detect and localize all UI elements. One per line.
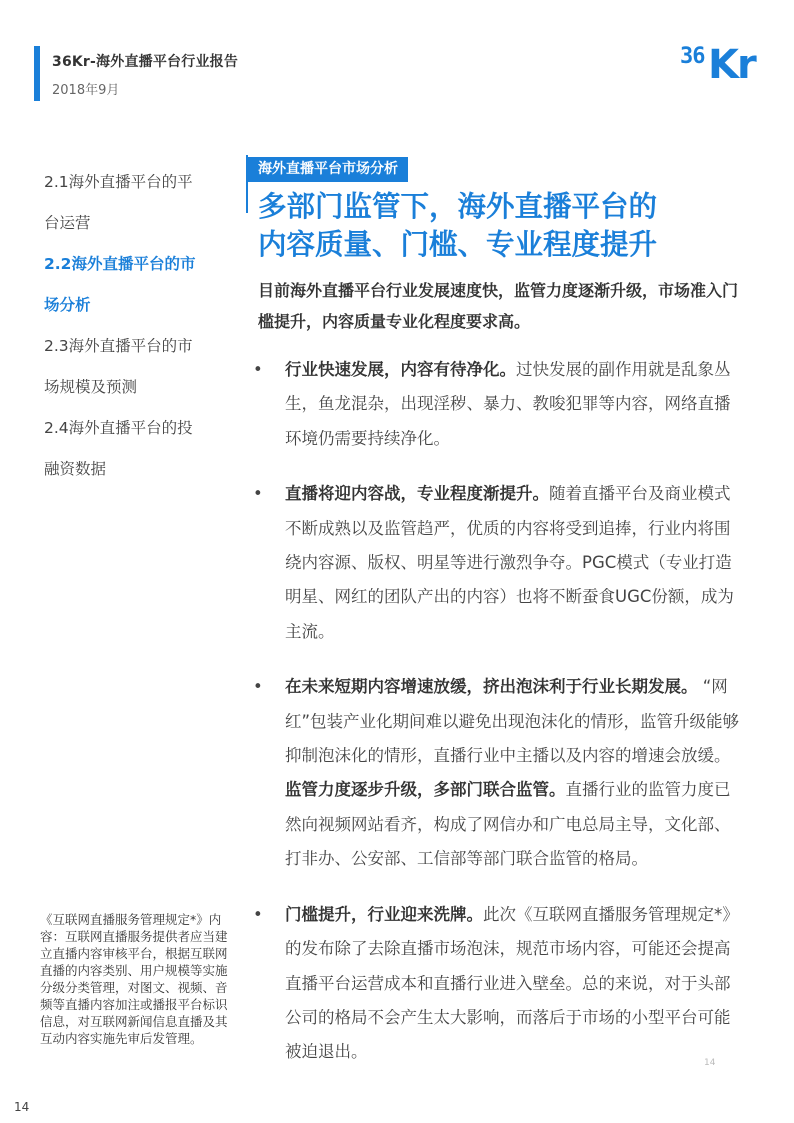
- report-title: 36Kr-海外直播平台行业报告: [52, 54, 239, 70]
- page-title-line2: 内容质量、门槛、专业程度提升: [258, 228, 658, 261]
- summary-text: 目前海外直播平台行业发展速度快，监管力度逐渐升级，市场准入门槛提升，内容质量专业化程度要求高。: [258, 281, 739, 331]
- bullet-text: 此次《互联网直播服务管理规定*》的发布除了去除直播市场泡沫，规范市场内容，可能还会提高直播平台运营成本和直播行业进入壁垒。总的来说，对于头部公司的格局不会产生太大影响，而落后于市场的小型平台可能被迫退出。: [285, 904, 739, 1062]
- bullet-list: [250, 353, 740, 1091]
- toc-item-2-1-line1[interactable]: 2.1海外直播平台的平: [44, 173, 193, 191]
- bullet-text: 随着直播平台及商业模式不断成熟以及监管趋严，优质的内容将受到追捧，行业内将围绕内容源、版权、明星等进行激烈争夺。PGC模式（专业打造明星、网红的团队产出的内容）也将不断蚕食UGC份额，成为主流。: [285, 484, 734, 641]
- page-number: 14: [14, 1100, 30, 1114]
- page-title: [258, 188, 758, 264]
- bullet-dot-icon: •: [253, 677, 263, 697]
- report-date: 2018年9月: [52, 83, 120, 98]
- bullet-text: “网红”包装产业化期间难以避免出现泡沫化的情形，监管升级能够抑制泡沫化的情形，直播行业中主播以及内容的增速会放缓。: [285, 677, 740, 766]
- page-number-watermark: 14: [704, 1058, 716, 1068]
- bullet-heading: 直播将迎内容战，专业程度渐提升。: [285, 484, 549, 504]
- bullet-dot-icon: •: [253, 484, 263, 504]
- bullet-text-2: 直播行业的监管力度已然向视频网站看齐，构成了网信办和广电总局主导，文化部、打非办、公安部、工信部等部门联合监管的格局。: [285, 780, 731, 869]
- bullet-item: [250, 670, 740, 876]
- toc-item-2-3-line1[interactable]: 2.3海外直播平台的市: [44, 337, 193, 355]
- bullet-item: [250, 353, 740, 456]
- bullet-dot-icon: •: [253, 904, 263, 924]
- header-accent-bar: [34, 46, 40, 101]
- bullet-subheading: 监管力度逐步升级，多部门联合监管。: [285, 780, 566, 800]
- toc-item-2-2-line1[interactable]: 2.2海外直播平台的市: [44, 255, 196, 273]
- toc-item-2-4-line1[interactable]: 2.4海外直播平台的投: [44, 419, 193, 437]
- bullet-heading: 在未来短期内容增速放缓，挤出泡沫利于行业长期发展。: [285, 677, 698, 697]
- toc-item-2-4-line2[interactable]: 融资数据: [44, 460, 107, 478]
- bullet-heading: 行业快速发展，内容有待净化。: [285, 360, 516, 379]
- toc-item-2-1-line2[interactable]: 台运营: [44, 214, 91, 232]
- bullet-item: [250, 898, 740, 1070]
- toc-item-2-3-line2[interactable]: 场规模及预测: [44, 378, 138, 396]
- bullet-text: 过快发展的副作用就是乱象丛生，鱼龙混杂，出现淫秽、暴力、教唆犯罪等内容，网络直播环境仍需要持续净化。: [285, 360, 731, 448]
- bullet-heading: 门槛提升，行业迎来洗牌。: [285, 904, 483, 924]
- bullet-dot-icon: •: [253, 360, 263, 379]
- section-tag: 海外直播平台市场分析: [248, 157, 408, 182]
- regulation-note: 《互联网直播服务管理规定*》内容：互联网直播服务提供者应当建立直播内容审核平台，根据互联网直播的内容类别、用户规模等实施分级分类管理，对图文、视频、音频等直播内容加注或播报平台标识信息，对互联网新闻信息直播及其互动内容实施先审后发管理。: [40, 912, 228, 1046]
- 36kr-logo: [680, 44, 766, 92]
- table-of-contents: [44, 162, 224, 490]
- bullet-item: [250, 477, 740, 649]
- logo-text-36: 36: [680, 44, 705, 69]
- toc-item-2-2-line2[interactable]: 场分析: [44, 296, 91, 314]
- page-title-line1: 多部门监管下，海外直播平台的: [258, 190, 658, 223]
- logo-text-kr: Kr: [708, 42, 755, 88]
